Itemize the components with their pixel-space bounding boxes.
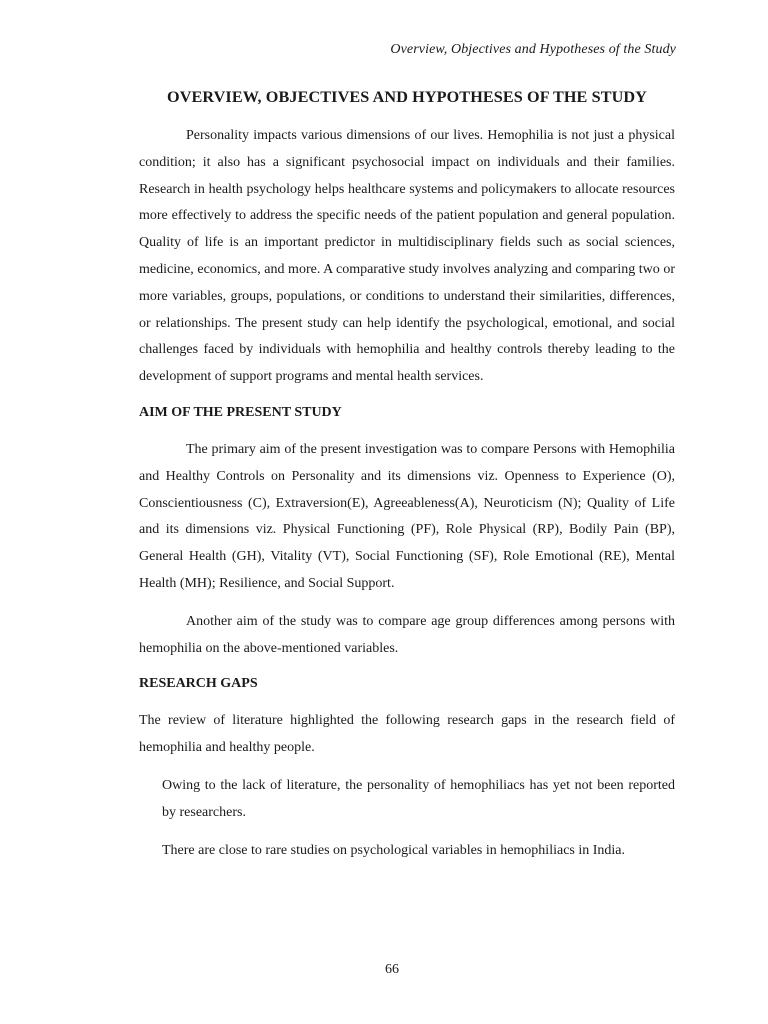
aim-paragraph-2: Another aim of the study was to compare age group differences among persons with hemophilia on the above-mentioned variables.	[139, 613, 675, 656]
running-header: Overview, Objectives and Hypotheses of the Study	[390, 42, 676, 57]
intro-paragraph: Personality impacts various dimensions of our lives. Hemophilia is not just a physical condition; it also has a significant psychosocial impact on individuals and their families. Research in health psychology helps healthcare systems and policymakers to allocate resources more effectively to address the specific needs of the patient population and general population. Quality of life is an important predictor in multidisciplinary fields such as social sciences, medicine, economics, and more. A comparative study involves analyzing and comparing two or more variables, groups, populations, or conditions to understand their similarities, differences, or relationships. The present study can help identify the psychological, emotional, and social challenges faced by individuals with hemophilia and healthy controls thereby leading to the development of support programs and mental health services.	[139, 128, 675, 385]
page-number: 66	[385, 962, 399, 977]
aim-paragraph-1: The primary aim of the present investigation was to compare Persons with Hemophilia and Healthy Controls on Personality and its dimensions viz. Openness to Experience (O), Conscientiousness (C), Extraversion(E), Agreeableness(A), Neuroticism (N); Quality of Life and its dimensions viz. Physical Functioning (PF), Role Physical (RP), Bodily Pain (BP), General Health (GH), Vitality (VT), Social Functioning (SF), Role Emotional (RE), Mental Health (MH); Resilience, and Social Support.	[139, 441, 675, 591]
page-content	[139, 86, 675, 864]
research-gaps-list	[139, 773, 675, 864]
list-item: Owing to the lack of literature, the personality of hemophiliacs has yet not been reported by researchers.	[162, 777, 675, 820]
aim-section-heading: AIM OF THE PRESENT STUDY	[139, 404, 342, 420]
list-item: There are close to rare studies on psychological variables in hemophiliacs in India.	[162, 842, 626, 858]
gaps-section-heading: RESEARCH GAPS	[139, 676, 258, 692]
chapter-title: OVERVIEW, OBJECTIVES AND HYPOTHESES OF THE STUDY	[167, 88, 647, 106]
gaps-intro-paragraph: The review of literature highlighted the following research gaps in the research field of hemophilia and healthy people.	[139, 713, 675, 756]
